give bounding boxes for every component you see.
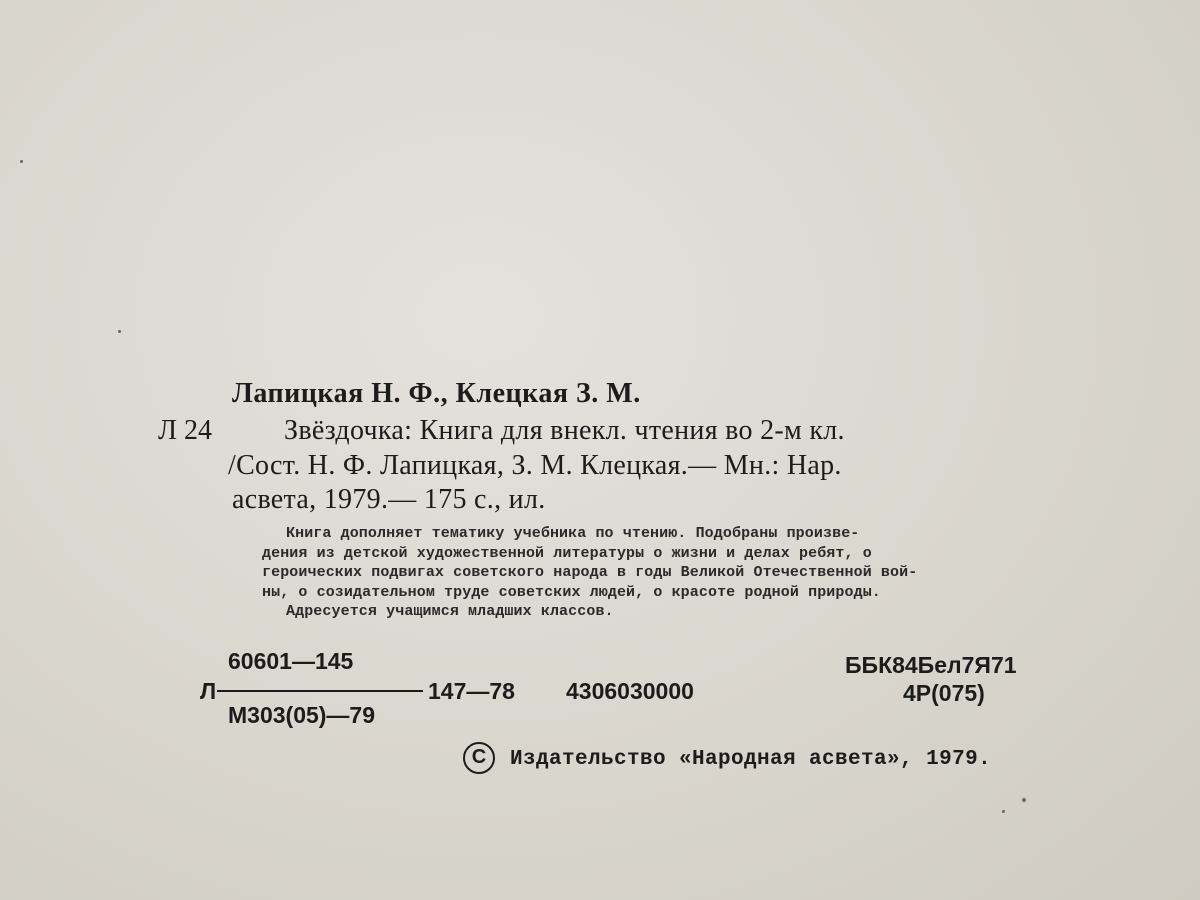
description-line-3: асвета, 1979.— 175 с., ил. xyxy=(232,484,546,515)
publisher-line: Издательство «Народная асвета», 1979. xyxy=(510,748,992,771)
paper-speck xyxy=(20,160,23,163)
code-number-1: 147—78 xyxy=(428,678,515,704)
paper-speck xyxy=(1022,798,1026,802)
code-denominator: М303(05)—79 xyxy=(228,702,376,728)
fraction-rule xyxy=(217,690,423,692)
annotation-line: ны, о созидательном труде советских людей, о красоте родной природы. xyxy=(262,583,881,601)
paper-speck xyxy=(1002,810,1005,813)
paper-speck xyxy=(118,330,121,333)
annotation-line: Адресуется учащимся младших классов. xyxy=(286,603,614,620)
authors-heading: Лапицкая Н. Ф., Клецкая З. М. xyxy=(232,378,641,409)
annotation-block xyxy=(262,524,1062,622)
code-letter: Л xyxy=(200,678,217,704)
copyright-icon: C xyxy=(463,742,495,774)
bbk-code: ББК84Бел7Я71 xyxy=(845,652,1017,678)
description-line-2: /Сост. Н. Ф. Лапицкая, З. М. Клецкая.— Мн.: Нар. xyxy=(228,450,842,481)
description-line-1: Звёздочка: Книга для внекл. чтения во 2-м кл. xyxy=(284,415,845,446)
annotation-line: дения из детской художественной литературы о жизни и делах ребят, о xyxy=(262,544,872,562)
annotation-line: Книга дополняет тематику учебника по чтению. Подобраны произве- xyxy=(286,525,860,542)
classmark: Л 24 xyxy=(158,415,212,446)
code-number-2: 4306030000 xyxy=(566,678,694,704)
bbk-subcode: 4Р(075) xyxy=(903,680,985,706)
annotation-line: героических подвигах советского народа в годы Великой Отечественной вой- xyxy=(262,564,918,581)
code-numerator: 60601—145 xyxy=(228,648,354,674)
